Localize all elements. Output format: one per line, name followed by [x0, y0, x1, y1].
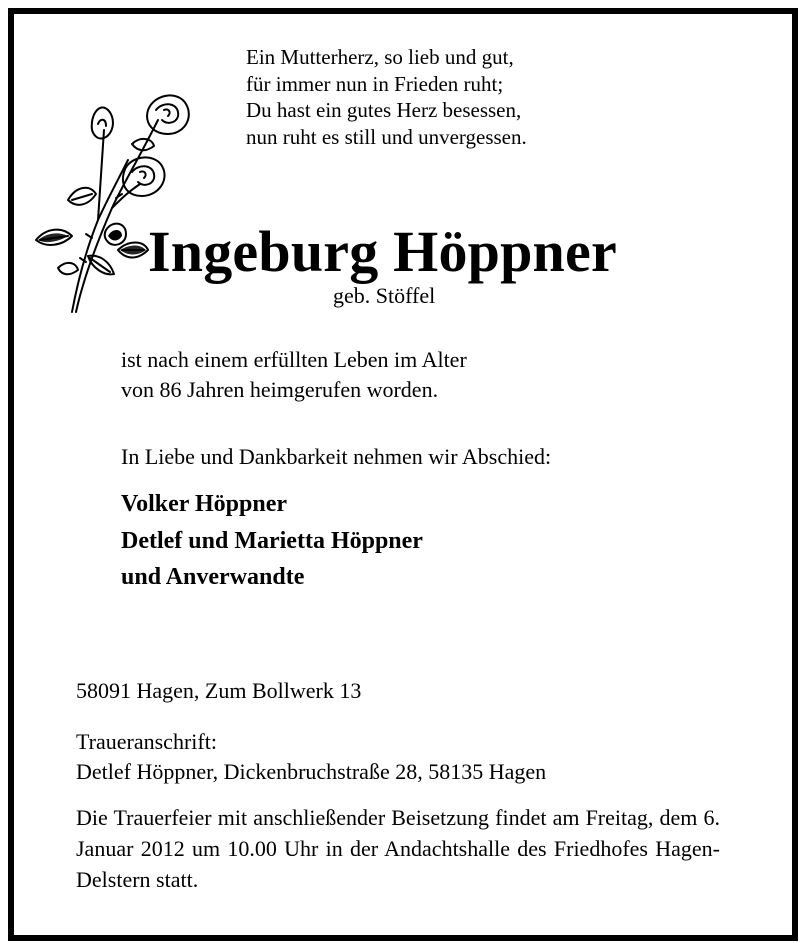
- farewell-line: In Liebe und Dankbarkeit nehmen wir Abschied:: [121, 444, 552, 469]
- message-line: von 86 Jahren heimgerufen worden.: [121, 377, 439, 402]
- message-line: ist nach einem erfüllten Leben im Alter: [121, 347, 467, 372]
- mourning-address-label: Traueranschrift:: [76, 729, 217, 754]
- maiden-name: geb. Stöffel: [333, 283, 436, 308]
- poem-line: Ein Mutterherz, so lieb und gut,: [246, 45, 514, 69]
- death-message: [121, 345, 467, 405]
- family-address: 58091 Hagen, Zum Bollwerk 13: [76, 678, 362, 703]
- poem-line: für immer nun in Frieden ruht;: [246, 71, 504, 96]
- poem: [246, 44, 527, 150]
- mourner-name: Detlef und Marietta Höppner: [121, 527, 423, 554]
- mourner-name: Volker Höppner: [121, 491, 288, 517]
- poem-line: Du hast ein gutes Herz besessen,: [246, 98, 522, 122]
- mourners-list: [121, 486, 423, 596]
- poem-line: nun ruht es still und unvergessen.: [246, 124, 527, 149]
- funeral-service-info: Die Trauerfeier mit anschließender Beisetzung findet am Freitag, dem 6. Januar 2012 um 10.00 Uhr in der Andachtshalle des Friedhofes Hagen-Delstern statt.: [76, 805, 720, 892]
- deceased-name: Ingeburg Höppner: [148, 219, 617, 284]
- mourning-address-value: Detlef Höppner, Dickenbruchstraße 28, 58135 Hagen: [76, 759, 547, 784]
- mourning-address: [76, 727, 546, 787]
- mourner-name: und Anverwandte: [121, 564, 305, 590]
